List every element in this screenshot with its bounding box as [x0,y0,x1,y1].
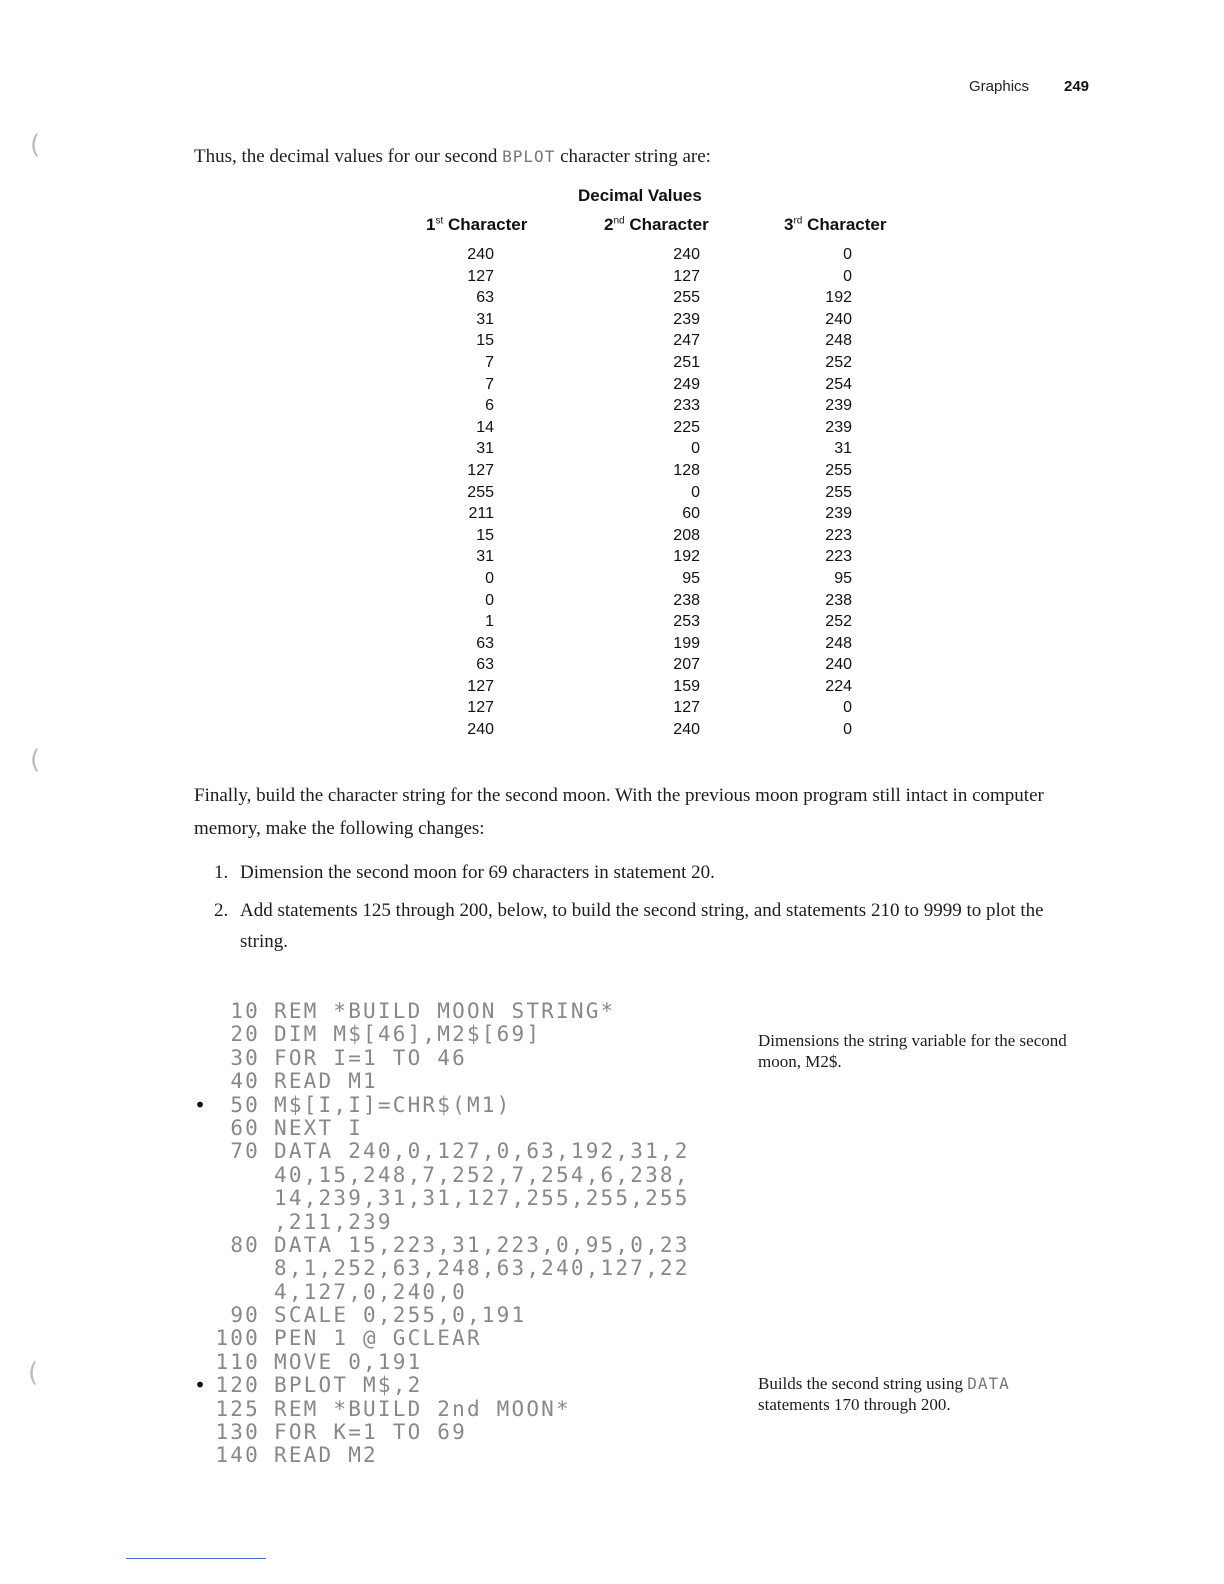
table-cell: 255 [673,289,700,307]
line-number: 140 [215,1443,260,1468]
line-number: 10 [230,999,260,1023]
table-cell: 159 [673,677,700,695]
code-line [196,1187,716,1210]
table-cell: 63 [476,634,494,652]
code-statement: DATA 240,0,127,0,63,192,31,2 [274,1139,690,1164]
column-3-values [808,244,852,741]
code-line [196,1094,716,1117]
table-cell: 239 [825,418,852,436]
table-cell: 254 [825,375,852,393]
line-number: 20 [230,1022,260,1047]
code-statement: 8,1,252,63,248,63,240,127,22 [274,1256,690,1281]
table-cell: 233 [673,397,700,415]
table-cell: 251 [673,353,700,371]
table-cell: 95 [834,569,852,587]
intro-text-after: character string are: [555,146,711,167]
table-cell: 240 [825,656,852,674]
table-cell: 127 [467,267,494,285]
margin-bracket-mark: ( [30,745,41,775]
table-cell: 15 [476,332,494,350]
line-number: 70 [230,1139,260,1164]
table-cell: 0 [843,246,852,263]
list-number: 1. [214,862,229,883]
margin-bracket-mark: ( [28,1358,39,1388]
basic-program-listing [196,1000,716,1468]
code-statement: NEXT I [274,1115,364,1140]
code-line [196,1023,716,1046]
table-cell: 127 [467,699,494,717]
table-cell: 7 [485,353,494,371]
table-cell: 224 [825,677,852,695]
line-number: 50 [230,1092,260,1117]
code-line [196,1164,716,1187]
table-cell: 240 [673,721,700,739]
column-2-values [656,244,700,741]
list-text: Dimension the second moon for 69 characters in statement 20. [240,862,715,883]
line-number: 30 [230,1045,260,1070]
code-statement: M$[I,I]=CHR$(M1) [274,1092,512,1117]
code-statement: READ M2 [274,1443,378,1468]
intro-code-bplot: BPLOT [502,147,556,166]
table-cell: 239 [825,397,852,415]
code-line [196,1234,716,1257]
table-cell: 31 [834,440,852,458]
table-cell: 7 [485,375,494,393]
table-cell: 248 [825,634,852,652]
table-cell: 239 [673,310,700,328]
code-statement: REM *BUILD MOON STRING* [274,999,616,1023]
table-cell: 223 [825,548,852,566]
table-cell: 192 [673,548,700,566]
table-cell: 63 [476,289,494,307]
table-cell: 255 [825,461,852,479]
table-cell: 199 [673,634,700,652]
code-statement: 4,127,0,240,0 [274,1279,467,1304]
code-statement: BPLOT M$,2 [274,1373,423,1398]
code-line [196,1070,716,1093]
line-number: 60 [230,1115,260,1140]
table-cell: 31 [476,440,494,458]
code-statement: 40,15,248,7,252,7,254,6,238, [274,1162,690,1187]
intro-text-before: Thus, the decimal values for our second [194,146,503,167]
code-statement: ,211,239 [274,1209,393,1234]
column-header-1: 1st Character [426,215,528,234]
table-cell: 63 [476,656,494,674]
table-cell: 15 [476,526,494,544]
table-cell: 240 [673,246,700,263]
code-statement: FOR I=1 TO 46 [274,1045,467,1070]
line-number: 80 [230,1232,260,1257]
table-cell: 211 [468,505,494,523]
column-header-2: 2nd Character [604,215,709,234]
code-statement: SCALE 0,255,0,191 [274,1303,527,1328]
table-cell: 239 [825,505,852,523]
table-cell: 252 [825,613,852,631]
table-cell: 0 [843,699,852,717]
code-statement: MOVE 0,191 [274,1349,423,1374]
table-cell: 128 [673,461,700,479]
table-cell: 0 [843,721,852,739]
note-code-data: DATA [967,1374,1010,1393]
code-line [196,1211,716,1234]
note-builds-second-string: Builds the second string using DATA statements 170 through 200. [758,1374,1010,1414]
table-cell: 1 [485,613,494,631]
code-line [196,1304,716,1327]
table-cell: 127 [673,267,700,285]
table-cell: 240 [825,310,852,328]
code-line [196,1398,716,1421]
table-cell: 0 [691,483,700,501]
bullet-marker: • [194,1373,209,1398]
code-line [196,1000,716,1023]
code-line [196,1374,716,1397]
table-cell: 208 [673,526,700,544]
line-number: 40 [230,1069,260,1094]
table-cell: 248 [825,332,852,350]
line-number: 130 [215,1420,260,1445]
table-cell: 0 [691,440,700,458]
page-number: 249 [1064,78,1090,95]
table-cell: 225 [673,418,700,436]
table-cell: 0 [843,267,852,285]
note-dimensions: Dimensions the string variable for the second moon, M2$. [758,1031,1067,1071]
table-cell: 95 [682,569,700,587]
code-statement: 14,239,31,31,127,255,255,255 [274,1186,690,1211]
table-cell: 238 [673,591,700,609]
code-statement: FOR K=1 TO 69 [274,1420,467,1445]
line-number: 100 [215,1326,260,1351]
line-number: 110 [215,1349,260,1374]
table-cell: 31 [476,310,494,328]
code-line [196,1351,716,1374]
table-cell: 127 [673,699,700,717]
table-cell: 255 [467,483,494,501]
code-statement: DATA 15,223,31,223,0,95,0,23 [274,1232,690,1257]
code-line [196,1444,716,1467]
column-1-values [450,244,494,741]
intro-paragraph [194,140,1094,173]
body-paragraph: Finally, build the character string for the second moon. With the previous moon program still intact in computer memory, make the following changes: [194,785,1044,839]
running-header-section: Graphics [969,78,1030,95]
table-title: Decimal Values [578,186,702,205]
table-cell: 238 [825,591,852,609]
table-cell: 252 [825,353,852,371]
code-line [196,1421,716,1444]
line-number: 120 [215,1373,260,1398]
bottom-rule [126,1558,266,1559]
table-cell: 127 [467,677,494,695]
bullet-marker: • [194,1092,209,1117]
table-cell: 223 [825,526,852,544]
table-cell: 6 [485,397,494,415]
table-cell: 14 [476,418,494,436]
table-cell: 192 [825,289,852,307]
table-cell: 60 [682,505,700,523]
table-cell: 249 [673,375,700,393]
table-cell: 0 [485,591,494,609]
table-cell: 0 [485,569,494,587]
table-cell: 240 [467,246,494,263]
table-cell: 255 [825,483,852,501]
code-line [196,1117,716,1140]
column-header-3: 3rd Character [784,215,887,234]
table-cell: 127 [467,461,494,479]
margin-bracket-mark: ( [30,130,41,160]
code-line [196,1281,716,1304]
table-cell: 207 [673,656,700,674]
code-statement: REM *BUILD 2nd MOON* [274,1396,571,1421]
list-text: Add statements 125 through 200, below, to build the second string, and statements 210 to 9999 to plot the string. [240,900,1044,952]
code-line [196,1257,716,1280]
code-line [196,1140,716,1163]
table-cell: 240 [467,721,494,739]
line-number: 125 [215,1396,260,1421]
code-statement: PEN 1 @ GCLEAR [274,1326,482,1351]
code-statement: READ M1 [274,1069,378,1094]
code-line [196,1047,716,1070]
list-number: 2. [214,900,229,921]
table-cell: 247 [673,332,700,350]
code-line [196,1327,716,1350]
line-number: 90 [230,1303,260,1328]
code-statement: DIM M$[46],M2$[69] [274,1022,542,1047]
table-cell: 31 [476,548,494,566]
table-cell: 253 [673,613,700,631]
